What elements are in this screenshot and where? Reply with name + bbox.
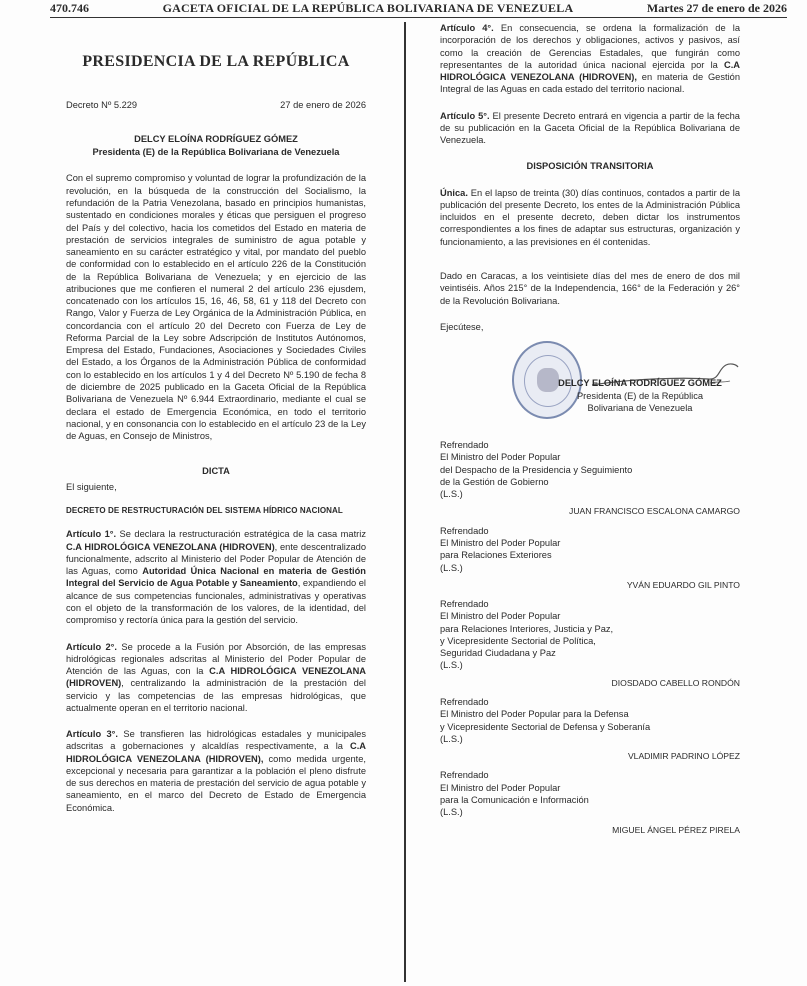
article-1-text-3: , expandiendo el alcance de sus competencias funcionales, administrativas y operativas con el objeto de la transformación de los valores, de la identidad, del compromiso y rectoría única para la gestión del servicio. bbox=[66, 578, 366, 626]
article-3-text-2: como medida urgente, excepcional y necesaria para garantizar a la población el pleno disfrute de sus derechos en materia de prestación del servicio de agua potable y saneamiento, en el marco del Decreto de Estado de Emergencia Económica. bbox=[66, 753, 366, 813]
right-column bbox=[440, 22, 740, 843]
dicta-heading: DICTA bbox=[202, 466, 230, 477]
refrendo-minister-name: YVÁN EDUARDO GIL PINTO bbox=[626, 579, 740, 590]
refrendo-label: Refrendado bbox=[440, 525, 489, 536]
decree-line bbox=[66, 99, 366, 111]
gazette-number: 470.746 bbox=[50, 0, 89, 15]
refrendo-line: (L.S.) bbox=[440, 562, 463, 573]
article-1-bold-1: C.A HIDROLÓGICA VENEZOLANA (HIDROVEN) bbox=[66, 541, 275, 552]
refrendos-list bbox=[440, 439, 740, 836]
refrendo-line: (L.S.) bbox=[440, 489, 463, 500]
refrendo-line: El Ministro del Poder Popular bbox=[440, 611, 561, 622]
refrendo-minister-name: DIOSDADO CABELLO RONDÓN bbox=[611, 677, 740, 688]
transitoria-text: En el lapso de treinta (30) días continuos, contados a partir de la publicación del presente Decreto, los entes de la Administración Pública incluidos en el presente decreto, deben dictar los instrumentos correspondientes a los fines de adaptar sus estructuras, organización y funcionamiento, a las previsiones en él contenidas. bbox=[440, 187, 740, 247]
refrendo-label: Refrendado bbox=[440, 440, 489, 451]
signature-text bbox=[540, 377, 740, 415]
gazette-header bbox=[50, 0, 787, 18]
refrendo-line: (L.S.) bbox=[440, 660, 463, 671]
signature-name: DELCY ELOÍNA RODRÍGUEZ GÓMEZ bbox=[558, 378, 722, 389]
refrendo-block bbox=[440, 598, 740, 689]
article-5 bbox=[440, 110, 740, 147]
refrendo-block bbox=[440, 525, 740, 591]
refrendo-label: Refrendado bbox=[440, 770, 489, 781]
refrendo-label: Refrendado bbox=[440, 697, 489, 708]
refrendo-label: Refrendado bbox=[440, 599, 489, 610]
signature-role-2: Bolivariana de Venezuela bbox=[587, 403, 693, 414]
article-2-label: Artículo 2°. bbox=[66, 641, 117, 652]
refrendo-minister-name: MIGUEL ÁNGEL PÉREZ PIRELA bbox=[612, 824, 740, 835]
refrendo-line: y Vicepresidente Sectorial de Defensa y Soberanía bbox=[440, 721, 651, 732]
refrendo-line: El Ministro del Poder Popular bbox=[440, 782, 561, 793]
refrendo-line: para Relaciones Interiores, Justicia y Paz, bbox=[440, 623, 614, 634]
column-divider bbox=[404, 22, 406, 982]
article-5-label: Artículo 5°. bbox=[440, 110, 490, 121]
article-2-text-1: Se procede a la Fusión por Absorción, de las empresas hidrológicas regionales adscritas al Ministerio del Poder Popular de Atención de las Aguas, con la bbox=[66, 641, 366, 677]
article-1-bold-2: Autoridad Única Nacional en materia de Gestión Integral del Servicio de Agua Potable y Saneamiento bbox=[66, 566, 366, 589]
left-column bbox=[66, 22, 366, 828]
article-4-bold-1: C.A HIDROLÓGICA VENEZOLANA (HIDROVEN), bbox=[440, 59, 740, 83]
article-3-label: Artículo 3°. bbox=[66, 729, 118, 740]
refrendo-line: de la Gestión de Gobierno bbox=[440, 476, 549, 487]
section-title: PRESIDENCIA DE LA REPÚBLICA bbox=[82, 53, 350, 70]
signer-name: DELCY ELOÍNA RODRÍGUEZ GÓMEZ bbox=[134, 134, 298, 145]
decree-number: Decreto Nº 5.229 bbox=[66, 100, 138, 111]
article-4-text-1: En consecuencia, se ordena la formalización de la incorporación de los derechos y obligaciones, activos y pasivos, así como la creación de Gerencias Estadales, que fungirán como representantes de la autoridad única nacional ejercida por la bbox=[440, 23, 740, 70]
article-1 bbox=[66, 528, 366, 626]
refrendo-minister-name: JUAN FRANCISCO ESCALONA CAMARGO bbox=[569, 506, 740, 517]
article-4-text-2: en materia de Gestión Integral de las Aguas en cada estado del territorio nacional. bbox=[440, 72, 740, 95]
refrendo-block bbox=[440, 439, 740, 518]
gazette-date: Martes 27 de enero de 2026 bbox=[646, 0, 787, 15]
refrendo-line: (L.S.) bbox=[440, 733, 463, 744]
article-5-text-1: El presente Decreto entrará en vigencia a partir de la fecha de su publicación en la Gaceta Oficial de la República Bolivariana de Venezuela. bbox=[440, 110, 740, 146]
refrendo-line: (L.S.) bbox=[440, 807, 463, 818]
signer-role: Presidenta (E) de la República Bolivariana de Venezuela bbox=[92, 146, 340, 157]
article-1-label: Artículo 1°. bbox=[66, 529, 117, 540]
decree-date: 27 de enero de 2026 bbox=[280, 100, 366, 111]
refrendo-line: para la Comunicación e Información bbox=[440, 795, 589, 805]
refrendo-line: para Relaciones Exteriores bbox=[440, 550, 552, 561]
refrendo-line: del Despacho de la Presidencia y Seguimiento bbox=[440, 464, 633, 475]
article-1-text-2: , ente descentralizado funcionalmente, adscrito al Ministerio del Poder Popular de Atención de las Aguas, como bbox=[66, 541, 366, 577]
gazette-title: GACETA OFICIAL DE LA REPÚBLICA BOLIVARIANA DE VENEZUELA bbox=[162, 0, 574, 15]
decree-title: DECRETO DE RESTRUCTURACIÓN DEL SISTEMA HÍDRICO NACIONAL bbox=[66, 505, 343, 515]
transitoria-unica bbox=[440, 187, 740, 248]
refrendo-block bbox=[440, 696, 740, 762]
el-siguiente: El siguiente, bbox=[66, 481, 117, 492]
refrendo-minister-name: VLADIMIR PADRINO LÓPEZ bbox=[627, 751, 740, 762]
signature-block bbox=[440, 339, 740, 439]
article-2-text-2: , centralizando la administración de la prestación del servicio y las competencias de las empresas hidrológicas, que actualmente operan en el territorio nacional. bbox=[66, 678, 366, 713]
refrendo-line: y Vicepresidente Sectorial de Política, bbox=[440, 635, 596, 646]
refrendo-line: Seguridad Ciudadana y Paz bbox=[440, 648, 556, 659]
transitoria-title: DISPOSICIÓN TRANSITORIA bbox=[526, 161, 654, 172]
refrendo-block bbox=[440, 769, 740, 835]
refrendo-line: El Ministro del Poder Popular bbox=[440, 537, 561, 548]
article-2 bbox=[66, 641, 366, 715]
preamble: Con el supremo compromiso y voluntad de lograr la profundización de la revolución, en la búsqueda de la construcción del Socialismo, la refundación de la Patria Venezolana, basado en principios humanistas, sustentado en condiciones morales y éticas que persiguen el progreso del País y del colectivo, hacia los cometidos del Estado en materia de prestación de servicios integrales de suministro de agua potable y saneamiento en su carácter estratégico y vital, por mandato del pueblo de conformidad con lo establecido en el artículo 226 de la Constitución de la República Bolivariana de Venezuela; y en ejercicio de las atribuciones que me confieren el numeral 2 del artículo 236 ejusdem, concatenado con los artículos 15, 16, 46, 58, 61 y 118 del Decreto con Rango, Valor y Fuerza de Ley Orgánica de la Administración Pública, en concordancia con el artículo 20 del Decreto con Fuerza de Ley de Reforma Parcial de la Ley sobre Adscripción de Institutos Autónomos, Empresa del Estado, Fundaciones, Asociaciones y Sociedades Civiles del Estado, a los Órganos de la Administración Pública de conformidad con lo establecido en los artículos 1 y 4 del Decreto Nº 5.190 de fecha 8 de diciembre de 2025 publicado en la Gaceta Oficial de la República Bolivariana de Venezuela Nº 6.944 Extraordinario, mediante el cual se declara el estado de Emergencia Económica, en todo el territorio nacional, y en consonancia con lo establecido en el artículo 23 de la Ley de Aguas, en Consejo de Ministros, bbox=[66, 173, 366, 442]
article-4 bbox=[440, 22, 740, 96]
signer-heading bbox=[66, 133, 366, 158]
signature-role-1: Presidenta (E) de la República bbox=[576, 390, 704, 401]
article-2-bold-1: C.A HIDROLÓGICA VENEZOLANA (HIDROVEN) bbox=[66, 666, 366, 689]
ejecutese: Ejecútese, bbox=[440, 321, 484, 332]
article-1-text-1: Se declara la restructuración estratégica de la casa matriz bbox=[116, 529, 366, 540]
article-3-text-1: Se transfieren las hidrológicas estadales y municipales adscritas a gobernaciones y alcaldías respectivamente, a la bbox=[66, 729, 366, 752]
article-4-label: Artículo 4°. bbox=[440, 23, 494, 33]
article-3-bold-1: C.A HIDROLÓGICA VENEZOLANA (HIDROVEN), bbox=[66, 741, 366, 764]
refrendo-line: El Ministro del Poder Popular bbox=[440, 452, 561, 463]
transitoria-label: Única. bbox=[440, 187, 468, 198]
refrendo-line: El Ministro del Poder Popular para la Defensa bbox=[440, 709, 629, 720]
dado-en-caracas: Dado en Caracas, a los veintisiete días del mes de enero de dos mil veintiséis. Años 215° de la Independencia, 166° de la Federación y 26° de la Revolución Bolivariana. bbox=[440, 270, 740, 306]
article-3 bbox=[66, 728, 366, 814]
